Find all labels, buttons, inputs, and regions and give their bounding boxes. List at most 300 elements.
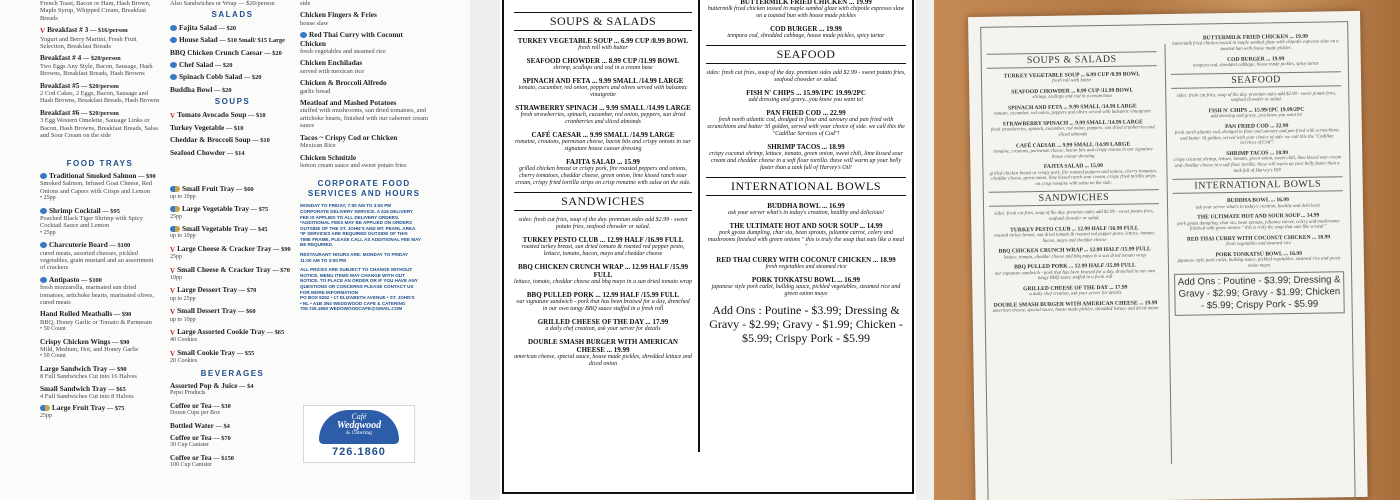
menu-item-name: DOUBLE SMASH BURGER WITH AMERICAN CHEESE ... 19.99 xyxy=(527,338,678,354)
menu-item xyxy=(170,205,295,221)
menu-item xyxy=(170,0,295,7)
menu-column-left xyxy=(514,8,692,373)
menu-item-name: Chicken Schnitzle xyxy=(300,152,357,162)
menu-item xyxy=(514,104,692,126)
menu-item xyxy=(170,454,295,470)
menu-item xyxy=(987,71,1157,86)
menu-item-line xyxy=(40,26,160,35)
menu-item-price: — $65 xyxy=(266,328,285,336)
menu-item-name: Seafood Chowder xyxy=(170,147,226,157)
menu-item-price: — $100 xyxy=(81,276,102,284)
menu-item xyxy=(40,26,160,50)
menu-item-description: our signature sandwich - pork that has been braised for a day, drenched in our own tangy BBQ sauce stuffed in a fresh roll xyxy=(994,268,1156,282)
menu-item xyxy=(990,246,1160,261)
spacer xyxy=(40,144,160,156)
menu-item-description: house slaw xyxy=(300,19,329,27)
menu-item-price: — $10 xyxy=(252,137,270,145)
menu-item-name: PAN FRIED COD ... 22.99 xyxy=(766,109,846,117)
logo-phone: 726.1860 xyxy=(332,446,386,458)
menu-item-price: — $10 xyxy=(248,111,266,119)
menu-item xyxy=(706,109,906,138)
menu-item-name: Assorted Pop & Juice xyxy=(170,381,238,390)
menu-item-description: grilled chicken breast or crispy pork, fire roasted peppers and onions, cherry tomatoes, cheddar cheese, green onion, lime kissed ranch sour cream, crispy fried tortilla strips on crisp romaine with salsa on the side. xyxy=(989,168,1158,187)
menu-item-description: BBQ, Honey Garlic or Tomato & Parmesan xyxy=(40,318,152,326)
menu-item-price: — $20 xyxy=(243,74,262,82)
menu-item xyxy=(990,284,1160,299)
menu-item-description: garlic bread xyxy=(300,87,331,95)
add-ons-text: Add Ons : Poutine - $3.99; Dressing & Gravy - $2.99; Gravy - $1.99; Chicken - $5.99; Crispy Pork - $5.99 xyxy=(1174,272,1345,317)
menu-item-name: THE ULTIMATE HOT AND SOUR SOUP ... 14.99 xyxy=(729,222,883,230)
logo-catering-text: & Catering xyxy=(346,431,372,436)
menu-item-name: House Salad xyxy=(179,35,218,45)
menu-item xyxy=(40,310,160,333)
menu-item-name: Chicken Fingers & Fries xyxy=(300,10,377,20)
menu-item xyxy=(40,338,160,361)
menu-item-description: add dressing and gravy...you know you want to! xyxy=(748,97,864,103)
menu-item-description: fresh strawberries, spinach, cucumber, red onion, peppers, sun dried cranberries and sliced almonds xyxy=(520,112,686,125)
menu-item-name: Red Thai Curry with Coconut Chicken xyxy=(300,30,403,48)
menu-item-price: — $100 xyxy=(109,242,131,250)
menu-item-description: Poached Black Tiger Shrimp with Spicy Cocktail Sauce and Lemon xyxy=(40,214,143,230)
corporate-line: 11:00 AM TO 3:00 PM xyxy=(300,257,346,263)
menu-item xyxy=(706,143,906,172)
menu-item-line xyxy=(40,241,160,249)
menu-item-description: roasted turkey breast, sun dried tomato & roasted red pepper pesto, lettuce, tomato, bacon, mayo and cheddar cheese xyxy=(521,244,685,257)
menu-item xyxy=(170,225,295,241)
wedgwood-cafe-logo xyxy=(303,405,415,463)
menu-item xyxy=(1171,106,1341,121)
menu-item-description: sides: fresh cut fries, soup of the day. premium sides add $2.99 - sweet potato fries, seafood chowder or salad. xyxy=(994,209,1154,222)
menu-item xyxy=(40,404,160,420)
menu-item-line xyxy=(170,454,295,462)
menu-item-name: Coffee or Tea xyxy=(170,433,212,443)
menu-item xyxy=(170,61,295,69)
menu-item-name: Meatloaf and Mashed Potatoes xyxy=(300,98,397,108)
section-heading: SOUPS & SALADS xyxy=(514,12,692,31)
menu-item-description: romaine, croutons, parmesan cheese, bacon bits and crispy onions in our signature house caesar dressing xyxy=(993,147,1153,160)
catering-menu-column-1 xyxy=(40,0,160,424)
menu-item-description: tomato, cucumber, red onion, peppers and olives served with balsamic vinaigrette xyxy=(518,85,688,98)
menu-item-line xyxy=(40,365,160,373)
menu-item-name: PAN FRIED COD ... 22.99 xyxy=(1225,122,1289,130)
menu-item-name: RED THAI CURRY WITH COCONUT CHICKEN ... 18.99 xyxy=(1186,234,1331,243)
menu-item xyxy=(514,158,692,187)
menu-item-description: pork gyoza dumpling, char siu, bean sprouts, julianne carrot, celery and mushrooms finished with green onions " this is truly the soup that eats like a meal " xyxy=(1177,218,1340,232)
special-icon xyxy=(40,405,50,411)
corporate-line: MONDAY TO FRIDAY, 7:00 AM TO 3:00 PM xyxy=(300,203,392,209)
menu-item-detail: 25pp xyxy=(40,412,52,419)
menu-item xyxy=(514,57,692,72)
corporate-line: CORPORATE DELIVERY SERVICE. A $15 DELIVERY xyxy=(300,208,413,214)
menu-item-description: fresh roll with butter xyxy=(578,45,628,51)
menu-item xyxy=(988,141,1158,161)
menu-item-price: — $4 xyxy=(215,422,230,430)
menu-item-line xyxy=(170,61,295,69)
menu-item-price: — $20/person xyxy=(81,109,119,117)
section-heading: INTERNATIONAL BOWLS xyxy=(706,177,906,196)
menu-item-name: BBQ Chicken Crunch Caesar xyxy=(170,47,263,57)
corporate-heading xyxy=(300,179,428,199)
menu-item-description: lettuce, tomato, cheddar cheese and bbq mayo in a sun dried tomato wrap xyxy=(514,279,692,285)
menu-item xyxy=(988,162,1158,188)
section-heading: SOUPS & SALADS xyxy=(987,51,1157,69)
gluten-free-icon xyxy=(170,25,177,31)
menu-item-description: stuffed with mushrooms, sun dried tomatoes, and artichoke hearts, finished with our cabernet cream sauce xyxy=(300,107,428,130)
menu-item-price: — $150 xyxy=(213,454,235,462)
menu-item xyxy=(40,172,160,203)
section-heading: BEVERAGES xyxy=(200,368,265,378)
menu-item xyxy=(989,225,1159,245)
logo-cafe-text: Café xyxy=(351,412,367,421)
menu-item-name: Hand Rolled Meatballs xyxy=(40,309,113,319)
menu-item-price: — $10 xyxy=(225,125,244,133)
menu-item-description: sides: fresh cut fries, soup of the day. premium sides add $2.99 - sweet potato fries, seafood chowder or salad. xyxy=(1176,90,1337,104)
menu-item xyxy=(706,70,906,84)
menu-item xyxy=(706,89,906,104)
menu-item-description: japanese style pork cutlet, bulldog sauce, pickled vegetables, steamed rice and green onion mayo xyxy=(1177,256,1341,269)
menu-item xyxy=(514,236,692,258)
menu-item xyxy=(170,24,295,32)
menu-item-line xyxy=(300,79,428,87)
photo-menu-column-left xyxy=(987,48,1161,318)
menu-item xyxy=(706,222,906,251)
menu-item-description: lettuce, tomato, cheddar cheese and bbq mayo in a sun dried tomato wrap xyxy=(1003,252,1146,261)
menu-item-name: Small Cheese & Cracker Tray xyxy=(177,264,271,274)
menu-item-name: BBQ PULLED PORK ... 12.99 HALF /15.99 FULL xyxy=(1014,262,1136,271)
menu-item-detail: • 25pp xyxy=(40,229,56,236)
section-heading: SOUPS xyxy=(214,97,251,107)
corporate-heading-line-2: SERVICES AND HOURS xyxy=(307,189,421,199)
special-icon xyxy=(170,206,180,212)
menu-item-description: tempura cod, shredded cabbage, house made pickles, spicy tartar xyxy=(727,33,885,39)
corporate-heading-line-1: CORPORATE FOOD xyxy=(317,179,411,189)
menu-item-name: Cheddar & Broccoli Soup xyxy=(170,135,251,145)
menu-item-name: GRILLED CHEESE OF THE DAY ... 17.99 xyxy=(537,318,669,326)
menu-item xyxy=(40,276,160,307)
corporate-line: RESTAURANT HOURS ARE: MONDAY TO FRIDAY xyxy=(300,252,409,258)
menu-item-line xyxy=(170,73,295,81)
section-heading: SANDWICHES xyxy=(989,189,1159,207)
menu-item-description: 2 Cod Cakes, 2 Eggs, Bacon, Sausage and Hash Browns, Breakfast Breads, Hash Browns xyxy=(40,90,160,105)
menu-item xyxy=(170,266,295,283)
menu-item-line xyxy=(170,349,295,358)
menu-item-detail: Dozen Cups per Box xyxy=(170,410,221,417)
corporate-line: NOTICE. MENU ITEMS MAY CHANGE WITH OUT xyxy=(300,272,405,278)
menu-paper xyxy=(968,11,1368,500)
section-heading: SALADS xyxy=(211,10,254,20)
corporate-services-block xyxy=(300,179,428,312)
gluten-free-icon xyxy=(300,32,307,38)
menu-item-line xyxy=(300,31,428,48)
menu-item-description: romaine, croutons, parmesan cheese, bacon bits and crispy onions in our signature house caesar dressing xyxy=(515,139,691,152)
menu-item-description: 3 Egg Western Omelette, Sausage Links or Bacon, Hash Browns, Breakfast Breads, Salsa and Sour Cream on the side xyxy=(40,117,158,140)
menu-item-name: BUDDHA BOWL ... 16.99 xyxy=(767,202,845,210)
menu-item-line xyxy=(40,109,160,117)
menu-item-line xyxy=(170,149,295,157)
menu-item-description: a daily chef creation, ask your server for details xyxy=(545,326,661,332)
menu-item xyxy=(1170,33,1340,53)
menu-item-description: fresh north atlantic cod, dredged in flour and savoury and pan fried with scrunchions and butter 'til golden, served with your choice of side. we call this the "Cadillac Services of Cod"! xyxy=(707,117,905,137)
menu-item-name: BUTTERMILK FRIED CHICKEN ... 19.99 xyxy=(740,0,872,6)
menu-item xyxy=(300,11,428,27)
menu-item-detail: up to 25pp xyxy=(170,295,196,302)
vegetarian-icon: V xyxy=(170,328,176,337)
section-heading: INTERNATIONAL BOWLS xyxy=(1173,176,1343,194)
vegetarian-icon: V xyxy=(170,287,176,296)
menu-item xyxy=(514,263,692,286)
menu-item xyxy=(514,318,692,333)
menu-item-name: GRILLED CHEESE OF THE DAY ... 17.99 xyxy=(1023,284,1128,292)
menu-item-description: american cheese, special sauce, house made pickles, shredded lettuce and diced onion xyxy=(514,354,692,367)
menu-item-line xyxy=(40,207,160,215)
menu-item-detail: 30 Cup Canister xyxy=(170,442,209,449)
menu-item-price: — $70 xyxy=(272,266,290,274)
restaurant-menu-panel xyxy=(470,0,934,500)
menu-column-right xyxy=(706,0,906,345)
menu-item-line xyxy=(170,136,295,144)
menu-item-name: FISH N' CHIPS ... 15.99/1PC 19.99/2PC xyxy=(1208,106,1305,115)
menu-item xyxy=(990,262,1160,282)
menu-item-line xyxy=(40,385,160,393)
menu-item-description: ask your server what's in today's creation, healthy and delicious! xyxy=(728,210,884,216)
menu-item-line xyxy=(300,154,428,162)
menu-item-name: Breakfast # 3 xyxy=(47,25,89,35)
menu-item-price: — $4 xyxy=(239,383,254,390)
menu-item-name: TURKEY PESTO CLUB ... 12.99 HALF /16.99 FULL xyxy=(522,236,684,244)
menu-item xyxy=(1172,149,1342,175)
menu-item-detail: 10pp xyxy=(170,274,182,281)
left-margin xyxy=(470,0,500,500)
menu-item-line xyxy=(40,310,160,318)
section-heading: SEAFOOD xyxy=(1171,71,1341,89)
menu-item-line xyxy=(170,286,295,295)
menu-item xyxy=(1173,196,1343,211)
menu-item-price: — $95 xyxy=(102,207,120,215)
menu-item-description: fresh roll with butter xyxy=(1052,78,1092,85)
menu-item-description: lemon cream sauce and sweet potato fries xyxy=(300,161,407,169)
menu-item-price: — $20/person xyxy=(81,82,119,90)
section-heading: FOOD TRAYS xyxy=(66,158,134,168)
menu-item-description: fresh strawberries, spinach, cucumber, red onion, peppers, sun dried cranberries and sliced almonds xyxy=(990,125,1155,138)
menu-item-line xyxy=(40,82,160,90)
menu-item-description: sides: fresh cut fries, soup of the day. premium sides add $2.99 - sweet potato fries, seafood chowder or salad. xyxy=(518,217,688,230)
gluten-free-icon xyxy=(40,242,47,248)
menu-item-description: fresh north atlantic cod, dredged in flour and savoury and pan fried with scrunchions and butter 'til golden, served with your choice of side. we call this the "Cadillac Services of Cod"! xyxy=(1174,128,1339,147)
corporate-line: FEE IS APPLIED TO ALL DELIVERY ORDERS. xyxy=(300,214,400,220)
logo-name-text: Wedgwood xyxy=(336,420,382,431)
gluten-free-icon xyxy=(40,277,47,283)
corporate-line: QUESTIONS OR CONCERNS PLEASE CONTACT US xyxy=(300,284,414,290)
corporate-line: OUTSIDE OF THE ST. JOHN'S AND MT. PEARL AREA. xyxy=(300,225,417,231)
menu-item xyxy=(170,328,295,345)
menu-item-name: Large Cheese & Cracker Tray xyxy=(177,243,272,253)
menu-item xyxy=(300,134,428,150)
photo-menu-panel xyxy=(934,0,1400,500)
menu-item-name: STRAWBERRY SPINACH ... 9.99 SMALL /14.99 LARGE xyxy=(1002,119,1143,128)
menu-item-description: Yogurt and Berry Martini, Fresh Fruit Selection, Breakfast Breads xyxy=(40,35,137,51)
menu-item xyxy=(987,87,1157,102)
menu-item xyxy=(40,207,160,238)
menu-item xyxy=(40,385,160,401)
add-ons-text: Add Ons : Poutine - $3.99; Dressing & Gravy - $2.99; Gravy - $1.99; Chicken - $5.99; Crispy Pork - $5.99 xyxy=(709,303,903,345)
menu-item-detail: • 25pp xyxy=(40,195,56,202)
menu-item-description: pork gyoza dumpling, char siu, bean sprouts, julianne carrot, celery and mushrooms finished with green onions " this is truly the soup that eats like a meal " xyxy=(707,230,905,250)
menu-item xyxy=(987,103,1157,118)
menu-item-line xyxy=(170,422,295,430)
menu-item-line xyxy=(170,111,295,120)
menu-item-description: our signature sandwich - pork that has been braised for a day, drenched in our own tangy BBQ sauce stuffed in a fresh roll xyxy=(516,299,690,312)
menu-item-description: Two Eggs Any Style, Bacon, Sausage, Hash Browns, Breakfast Breads, Hash Browns xyxy=(40,62,153,78)
menu-item-price: — $70 xyxy=(213,435,231,443)
gluten-free-icon xyxy=(170,62,177,68)
menu-item-line xyxy=(170,328,295,337)
menu-item-description: Also Sandwiches or Wrap — $20/person xyxy=(170,0,275,7)
gluten-free-icon xyxy=(40,208,47,214)
menu-item-description: roasted turkey breast, sun dried tomato & roasted red pepper pesto, lettuce, tomato, bacon, mayo and cheddar cheese xyxy=(993,231,1156,244)
menu-item xyxy=(1173,212,1343,232)
menu-item-name: SEAFOOD CHOWDER ... 8.99 CUP /11.99 BOWL xyxy=(526,57,680,65)
gluten-free-icon xyxy=(170,74,177,80)
menu-item xyxy=(170,73,295,81)
menu-item-name: CAFÉ CAESAR ... 9.99 SMALL /14.99 LARGE xyxy=(1015,141,1131,149)
menu-item-line xyxy=(40,338,160,346)
spacer xyxy=(170,161,295,185)
menu-item-line xyxy=(40,276,160,284)
menu-item-description: side xyxy=(300,0,311,7)
menu-item xyxy=(170,434,295,450)
menu-item xyxy=(170,245,295,262)
menu-item-name: BBQ PULLED PORK ... 12.99 HALF /15.99 FULL xyxy=(526,291,680,299)
menu-item xyxy=(40,54,160,77)
menu-item-name: Bottled Water xyxy=(170,420,214,430)
menu-item-detail: up to 10pp xyxy=(170,316,196,323)
catering-menu-column-2 xyxy=(170,0,295,474)
menu-item xyxy=(706,0,906,20)
menu-item xyxy=(706,202,906,217)
menu-item xyxy=(170,185,295,201)
menu-item-description: Smoked Salmon, Infused Goat Cheese, Red Onions and Capers with Crisps and Lemon xyxy=(40,180,152,195)
menu-item-name: SPINACH AND FETA ... 9.99 SMALL /14.99 LARGE xyxy=(522,77,684,85)
special-icon xyxy=(170,186,180,192)
menu-item-name: Buddha Bowl xyxy=(170,84,213,94)
menu-item-name: Small Vegetable Tray xyxy=(182,223,249,233)
menu-item-line xyxy=(170,124,295,132)
entree-list xyxy=(300,0,428,169)
menu-item-description: Mild, Medium, Hot, and Honey Garlic xyxy=(40,346,139,354)
menu-item-line xyxy=(170,402,295,410)
menu-item xyxy=(300,0,428,7)
menu-item-price: — $90 xyxy=(138,172,156,180)
menu-item-description: shrimp, scallops and cod in a cream base xyxy=(553,65,653,71)
menu-item xyxy=(1173,234,1343,249)
menu-item-name: Turkey Vegetable xyxy=(170,123,225,133)
menu-item-price: — $20 xyxy=(214,86,232,94)
menu-item-name: THE ULTIMATE HOT AND SOUR SOUP ... 14.99 xyxy=(1197,212,1320,221)
menu-item-description: crispy coconut shrimp, lettuce, tomato, green onion, sweet chili, lime kissed sour cream and cheddar cheese in a soft flour tortilla. these will warm up your belly faster than a tank full of Harvey's Oil! xyxy=(1173,155,1342,174)
menu-item-line xyxy=(40,172,160,180)
menu-item-price: — $65 xyxy=(108,385,126,393)
menu-item-name: FISH N' CHIPS ... 15.99/1PC 19.99/2PC xyxy=(746,89,866,97)
vegetarian-icon: V xyxy=(170,245,176,254)
menu-item-line xyxy=(170,245,295,254)
menu-item-detail: 25pp xyxy=(170,254,182,261)
corporate-line: *ADDITIONAL FEES MAY BE APPLIED ON ORDERS xyxy=(300,220,413,226)
menu-item xyxy=(170,136,295,144)
menu-item-name: Spinach Cobb Salad xyxy=(179,72,243,82)
menu-item xyxy=(988,119,1158,139)
menu-item xyxy=(40,82,160,105)
vegetarian-icon: V xyxy=(170,266,176,275)
menu-item xyxy=(514,131,692,153)
menu-item-name: Tacos ~ Crispy Cod or Chicken xyxy=(300,132,398,142)
menu-item xyxy=(170,149,295,157)
vegetarian-icon: V xyxy=(170,308,176,317)
menu-item xyxy=(40,0,160,22)
menu-item-line xyxy=(40,54,160,62)
menu-item xyxy=(300,59,428,75)
menu-item-name: SPINACH AND FETA ... 9.99 SMALL /14.99 LARGE xyxy=(1008,103,1137,112)
menu-item-price: — $20/person xyxy=(82,55,121,63)
corporate-line: ALL PRICES ARE SUBJECT TO CHANGE WITHOUT xyxy=(300,267,413,273)
menu-item-name: Breakfast #6 xyxy=(40,107,80,117)
menu-item-name: CAFÉ CAESAR ... 9.99 SMALL /14.99 LARGE xyxy=(531,131,675,139)
menu-item xyxy=(991,300,1161,315)
menu-item-detail: 25pp xyxy=(170,213,182,220)
menu-item-line xyxy=(170,24,295,32)
menu-item xyxy=(170,422,295,430)
menu-item-description: fresh mozzarella, marinated sun dried tomatoes, artichoke hearts, marinated olives, cured meats xyxy=(40,284,155,306)
menu-item-name: COD BURGER ... 19.99 xyxy=(770,25,842,33)
menu-item xyxy=(706,276,906,298)
menu-item-price: — $55 xyxy=(236,349,255,357)
menu-item xyxy=(300,99,428,130)
menu-item xyxy=(40,241,160,272)
menu-item-description: served with mexican rice xyxy=(300,67,365,75)
corporate-line: PO BOX 8252 • 17 ELIZABETH AVENUE • ST. JOHN'S xyxy=(300,295,415,301)
menu-item-name: Large Sandwich Tray xyxy=(40,363,108,373)
menu-item-name: Charcuterie Board xyxy=(49,240,108,250)
menu-item-line xyxy=(170,49,295,57)
menu-item-name: FAJITA SALAD ... 15.99 xyxy=(1043,163,1103,171)
menu-item-line xyxy=(170,86,295,94)
menu-item-name: Chicken Enchiladas xyxy=(300,58,363,68)
menu-item-detail: • 50 Count xyxy=(40,353,66,360)
menu-item-price: — $45 xyxy=(249,225,268,233)
menu-item-name: Small Sandwich Tray xyxy=(40,383,107,393)
menu-item xyxy=(170,86,295,94)
gluten-free-icon xyxy=(40,173,47,179)
menu-item-price: — $90 xyxy=(111,338,130,346)
menu-item-name: SEAFOOD CHOWDER ... 8.99 CUP /11.99 BOWL xyxy=(1011,87,1134,96)
menu-item-description: fresh vegetables and steamed rice xyxy=(1226,241,1292,248)
menu-item xyxy=(40,365,160,381)
menu-item-detail: 100 Cup Canister xyxy=(170,462,212,469)
menu-item-name: TURKEY VEGETABLE SOUP ... 6.99 CUP /8.99 BOWL xyxy=(517,37,689,45)
menu-item-name: PORK TONKATSU BOWL ... 16.99 xyxy=(751,276,861,284)
menu-item xyxy=(1171,91,1341,105)
menu-item xyxy=(706,256,906,271)
menu-item-line xyxy=(170,307,295,316)
menu-item-description: Mexican Rice xyxy=(300,142,336,150)
menu-item-name: Chef Salad xyxy=(179,60,214,70)
menu-item-price: — $60 xyxy=(236,186,254,194)
menu-item-name: BBQ CHICKEN CRUNCH WRAP ... 12.99 HALF /15.99 FULL xyxy=(518,263,688,279)
menu-item-name: Traditional Smoked Salmon xyxy=(49,170,137,180)
section-heading: SANDWICHES xyxy=(514,192,692,211)
menu-item-description: cured meats, assorted cheeses, pickled vegetables, grain mustard and an assortment of crackers xyxy=(40,249,154,272)
menu-item-price: — $14 xyxy=(226,149,245,157)
menu-item-line xyxy=(170,434,295,442)
